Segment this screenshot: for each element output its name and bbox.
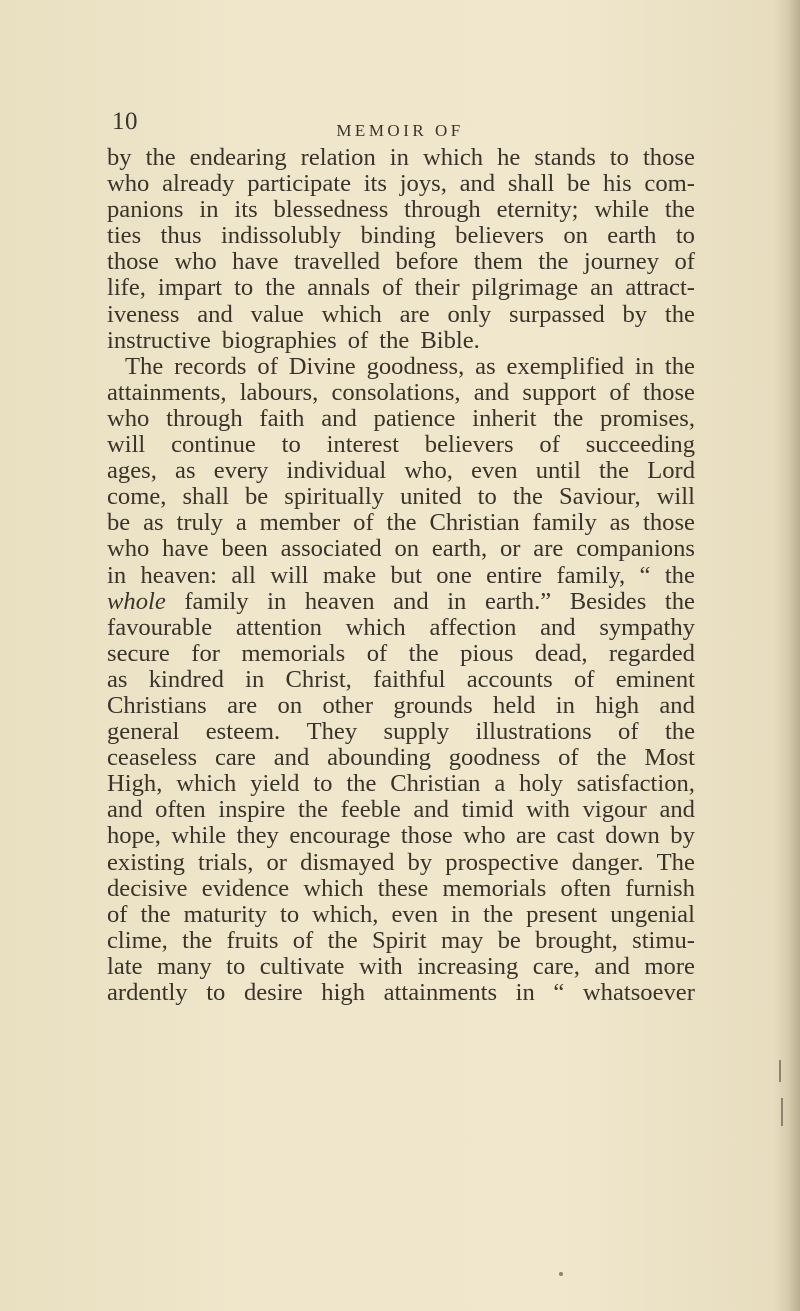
text-line: The records of Divine goodness, as exemplified in the <box>125 352 695 380</box>
text-line: clime, the fruits of the Spirit may be brought, stimu- <box>107 926 695 954</box>
text-line: by the endearing relation in which he stands to those <box>107 144 695 171</box>
text-line: come, shall be spiritually united to the Saviour, will <box>107 483 695 511</box>
text-line: and often inspire the feeble and timid with vigour and <box>107 796 695 824</box>
text-line: iveness and value which are only surpassed by the <box>107 300 695 328</box>
text-line: who through faith and patience inherit the promises, <box>107 404 695 432</box>
ink-speck <box>559 1272 563 1276</box>
text-line: will continue to interest believers of succeeding <box>107 431 695 459</box>
text-line: attainments, labours, consolations, and support of those <box>107 378 695 406</box>
text-line: life, impart to the annals of their pilgrimage an attract- <box>107 274 695 302</box>
running-head: MEMOIR OF <box>336 121 464 140</box>
text-line: in heaven: all will make but one entire family, “ the <box>107 561 695 589</box>
text-line: ages, as every individual who, even until the Lord <box>107 457 695 485</box>
text-line: decisive evidence which these memorials often furnish <box>107 874 695 902</box>
page-edge-shadow <box>774 0 800 1311</box>
text-line: ties thus indissolubly binding believers on earth to <box>107 222 695 250</box>
text-line: late many to cultivate with increasing care, and more <box>107 952 695 980</box>
text-line: whole family in heaven and in earth.” Besides the <box>107 587 695 615</box>
page-number: 10 <box>112 108 138 135</box>
body-text <box>107 145 695 1006</box>
text-line: who have been associated on earth, or are companions <box>107 535 695 563</box>
text-line: ceaseless care and abounding goodness of the Most <box>107 744 695 772</box>
text-line: as kindred in Christ, faithful accounts of eminent <box>107 665 695 693</box>
margin-mark <box>781 1098 783 1126</box>
margin-mark <box>779 1060 781 1082</box>
text-line: of the maturity to which, even in the present ungenial <box>107 900 695 928</box>
text-line: hope, while they encourage those who are cast down by <box>107 822 695 850</box>
text-line: instructive biographies of the Bible. <box>107 326 480 354</box>
text-line: those who have travelled before them the journey of <box>107 248 695 276</box>
text-line: general esteem. They supply illustrations of the <box>107 718 695 746</box>
text-line: existing trials, or dismayed by prospective danger. The <box>107 848 695 876</box>
text-line: panions in its blessedness through eternity; while the <box>107 196 695 224</box>
text-line: Christians are on other grounds held in high and <box>107 691 695 719</box>
text-line: be as truly a member of the Christian family as those <box>107 509 695 537</box>
text-line: ardently to desire high attainments in “ whatsoever <box>107 979 695 1006</box>
text-line: secure for memorials of the pious dead, regarded <box>107 639 695 667</box>
text-line: favourable attention which affection and sympathy <box>107 613 695 641</box>
text-line: High, which yield to the Christian a holy satisfaction, <box>107 770 695 798</box>
text-line: who already participate its joys, and shall be his com- <box>107 170 695 198</box>
